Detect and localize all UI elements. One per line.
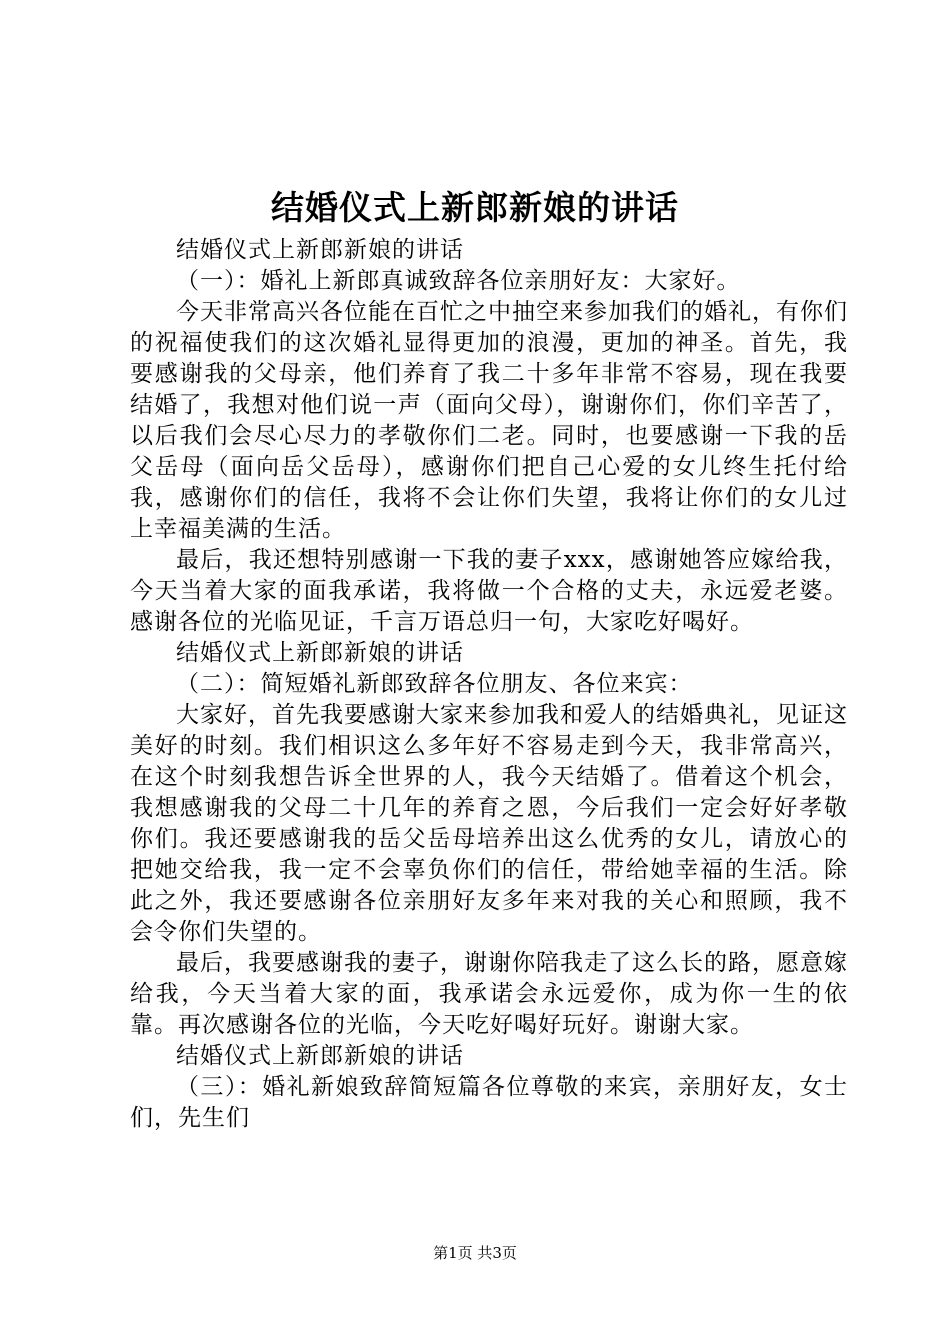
body-paragraph: 最后，我要感谢我的妻子，谢谢你陪我走了这么长的路，愿意嫁给我，今天当着大家的面，我承诺会永远爱你，成为你一生的依靠。再次感谢各位的光临，今天吃好喝好玩好。谢谢大家。 bbox=[130, 950, 848, 1038]
section-subtitle: （二）：简短婚礼新郎致辞各位朋友、各位来宾： bbox=[176, 671, 693, 697]
section-heading: 结婚仪式上新郎新娘的讲话 bbox=[176, 1043, 464, 1069]
body-paragraph: 最后，我还想特别感谢一下我的妻子xxx，感谢她答应嫁给我，今天当着大家的面我承诺，我将做一个合格的丈夫，永远爱老婆。感谢各位的光临见证，千言万语总归一句，大家吃好喝好。 bbox=[130, 547, 848, 635]
document-body bbox=[130, 235, 848, 1134]
body-paragraph: 今天非常高兴各位能在百忙之中抽空来参加我们的婚礼，有你们的祝福使我们的这次婚礼显得更加的浪漫，更加的神圣。首先，我要感谢我的父母亲，他们养育了我二十多年非常不容易，现在我要结婚了，我想对他们说一声（面向父母），谢谢你们，你们辛苦了，以后我们会尽心尽力的孝敬你们二老。同时，也要感谢一下我的岳父岳母（面向岳父岳母），感谢你们把自己心爱的女儿终生托付给我，感谢你们的信任，我将不会让你们失望，我将让你们的女儿过上幸福美满的生活。 bbox=[130, 299, 848, 542]
section-subtitle: （一）：婚礼上新郎真诚致辞各位亲朋好友：大家好。 bbox=[176, 268, 741, 294]
section-subtitle: （三）：婚礼新娘致辞简短篇各位尊敬的来宾，亲朋好友，女士们，先生们 bbox=[130, 1074, 848, 1131]
section-heading: 结婚仪式上新郎新娘的讲话 bbox=[176, 237, 464, 263]
body-paragraph: 大家好，首先我要感谢大家来参加我和爱人的结婚典礼，见证这美好的时刻。我们相识这么多年好不容易走到今天，我非常高兴，在这个时刻我想告诉全世界的人，我今天结婚了。借着这个机会，我想感谢我的父母二十几年的养育之恩，今后我们一定会好好孝敬你们。我还要感谢我的岳父岳母培养出这么优秀的女儿，请放心的把她交给我，我一定不会辜负你们的信任，带给她幸福的生活。除此之外，我还要感谢各位亲朋好友多年来对我的关心和照顾，我不会令你们失望的。 bbox=[130, 702, 848, 945]
page-footer: 第1页 共3页 bbox=[433, 1244, 517, 1262]
section-heading: 结婚仪式上新郎新娘的讲话 bbox=[176, 640, 464, 666]
document-title: 结婚仪式上新郎新娘的讲话 bbox=[271, 188, 679, 227]
